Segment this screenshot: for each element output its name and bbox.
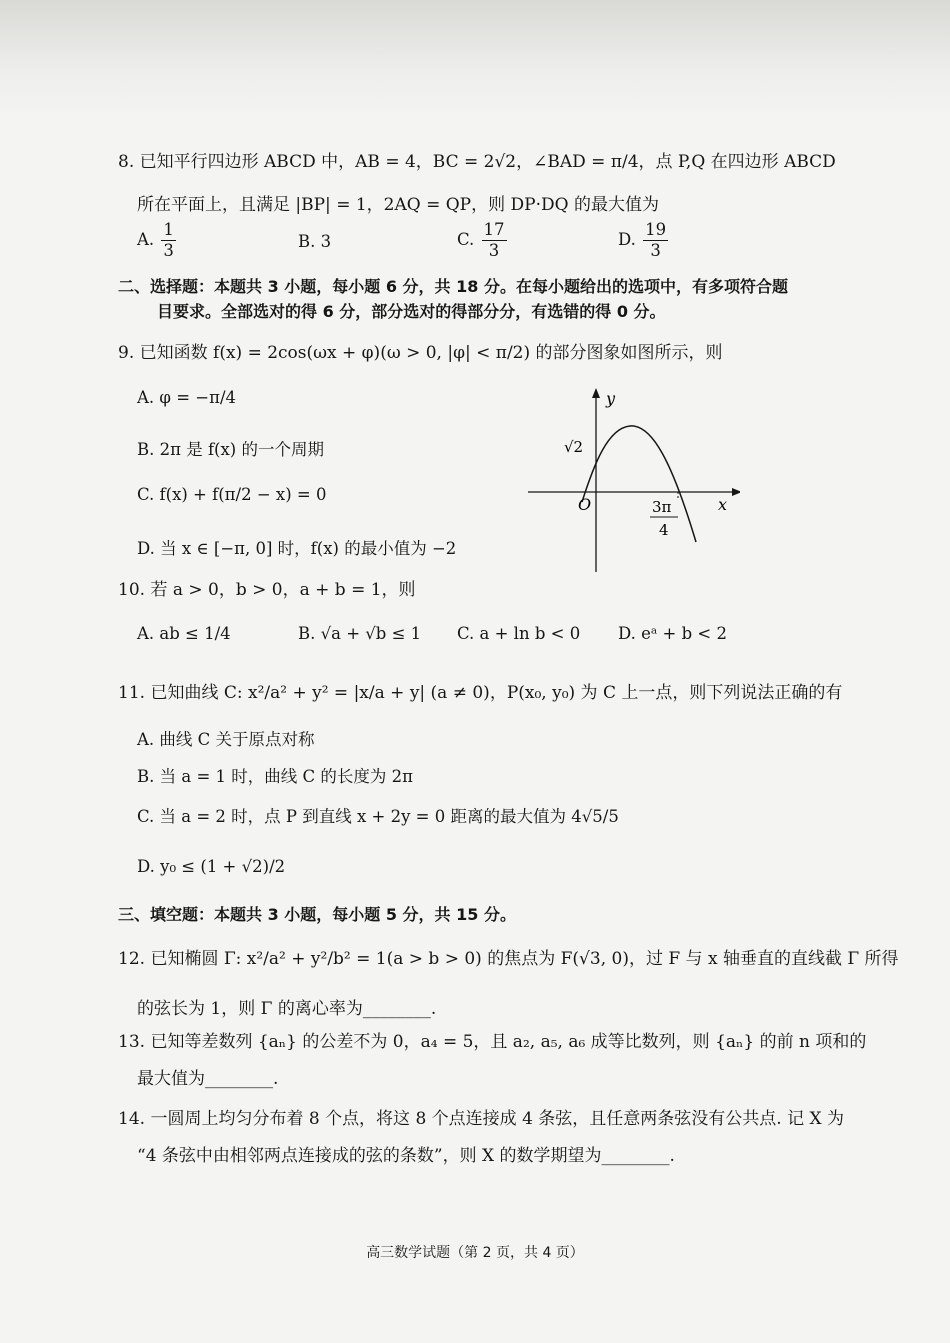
q11-option-c: C. 当 a = 2 时，点 P 到直线 x + 2y = 0 距离的最大值为 4√5/5 xyxy=(137,807,619,826)
q9-option-b: B. 2π 是 f(x) 的一个周期 xyxy=(137,440,324,459)
q9-stem: 9. 已知函数 f(x) = 2cos(ωx + φ)(ω > 0, |φ| < π/2) 的部分图象如图所示，则 xyxy=(118,343,723,363)
q12-line1: 12. 已知椭圆 Γ: x²/a² + y²/b² = 1(a > b > 0) 的焦点为 F(√3, 0)，过 F 与 x 轴垂直的直线截 Γ 所得 xyxy=(118,949,899,969)
x-tick-numerator: 3π xyxy=(652,498,672,516)
q12-line2: 的弦长为 1，则 Γ 的离心率为________. xyxy=(137,999,437,1019)
q9-option-a: A. φ = −π/4 xyxy=(137,388,236,407)
q8-line1: 8. 已知平行四边形 ABCD 中，AB = 4，BC = 2√2，∠BAD = π/4，点 P,Q 在四边形 ABCD xyxy=(118,152,836,172)
cosine-curve xyxy=(582,426,696,542)
q14-line2: “4 条弦中由相邻两点连接成的弦的条数”，则 X 的数学期望为________. xyxy=(137,1146,675,1166)
q10-option-d: D. eᵃ + b < 2 xyxy=(618,624,727,643)
q10-option-a: A. ab ≤ 1/4 xyxy=(137,624,231,643)
x-axis-arrow xyxy=(732,488,740,496)
fraction: $\frac{1}{3}$ xyxy=(163,220,174,260)
x-axis-label: x xyxy=(718,495,728,514)
q11-option-a: A. 曲线 C 关于原点对称 xyxy=(137,730,315,749)
q11-option-b: B. 当 a = 1 时，曲线 C 的长度为 2π xyxy=(137,767,413,786)
scan-shadow xyxy=(0,0,950,118)
page-footer: 高三数学试题（第 2 页，共 4 页） xyxy=(366,1245,584,1261)
section-3-heading: 三、填空题：本题共 3 小题，每小题 5 分，共 15 分。 xyxy=(118,905,516,924)
q10-stem: 10. 若 a > 0，b > 0，a + b = 1，则 xyxy=(118,580,416,600)
q9-option-c: C. f(x) + f(π/2 − x) = 0 xyxy=(137,485,327,504)
q13-line1: 13. 已知等差数列 {aₙ} 的公差不为 0，a₄ = 5，且 a₂, a₅, a₆ 成等比数列，则 {aₙ} 的前 n 项和的 xyxy=(118,1032,867,1052)
q8-option-c: C. $\frac{17}{3}$ xyxy=(457,220,505,260)
q8-line2: 所在平面上，且满足 |BP| = 1，2AQ = QP，则 DP·DQ 的最大值为 xyxy=(137,195,659,215)
q9-option-d: D. 当 x ∈ [−π, 0] 时，f(x) 的最小值为 −2 xyxy=(137,539,457,558)
section-2-heading-cont: 目要求。全部选对的得 6 分，部分选对的得部分分，有选错的得 0 分。 xyxy=(157,302,666,321)
q8-option-b: B. 3 xyxy=(298,232,332,251)
q8-option-d: D. $\frac{19}{3}$ xyxy=(618,220,667,260)
y-intercept-label: √2 xyxy=(564,438,584,456)
q8-option-a: A. $\frac{1}{3}$ xyxy=(137,220,174,260)
q10-option-b: B. √a + √b ≤ 1 xyxy=(298,624,422,643)
y-axis-label: y xyxy=(606,389,616,408)
fraction: $\frac{19}{3}$ xyxy=(645,220,667,260)
q11-option-d: D. y₀ ≤ (1 + √2)/2 xyxy=(137,857,286,876)
fraction: $\frac{17}{3}$ xyxy=(483,220,505,260)
q13-line2: 最大值为________. xyxy=(137,1069,279,1089)
q14-line1: 14. 一圆周上均匀分布着 8 个点，将这 8 个点连接成 4 条弦，且任意两条弦没有公共点. 记 X 为 xyxy=(118,1109,845,1129)
section-2-heading: 二、选择题：本题共 3 小题，每小题 6 分，共 18 分。在每小题给出的选项中，有多项符合题 xyxy=(118,277,788,296)
x-tick-denominator: 4 xyxy=(659,521,669,539)
q11-stem: 11. 已知曲线 C: x²/a² + y² = |x/a + y| (a ≠ 0)，P(x₀, y₀) 为 C 上一点，则下列说法正确的有 xyxy=(118,683,843,703)
origin-label: O xyxy=(578,495,592,514)
q10-option-c: C. a + ln b < 0 xyxy=(457,624,581,643)
y-axis-arrow xyxy=(592,388,600,398)
q9-function-graph xyxy=(520,384,740,574)
